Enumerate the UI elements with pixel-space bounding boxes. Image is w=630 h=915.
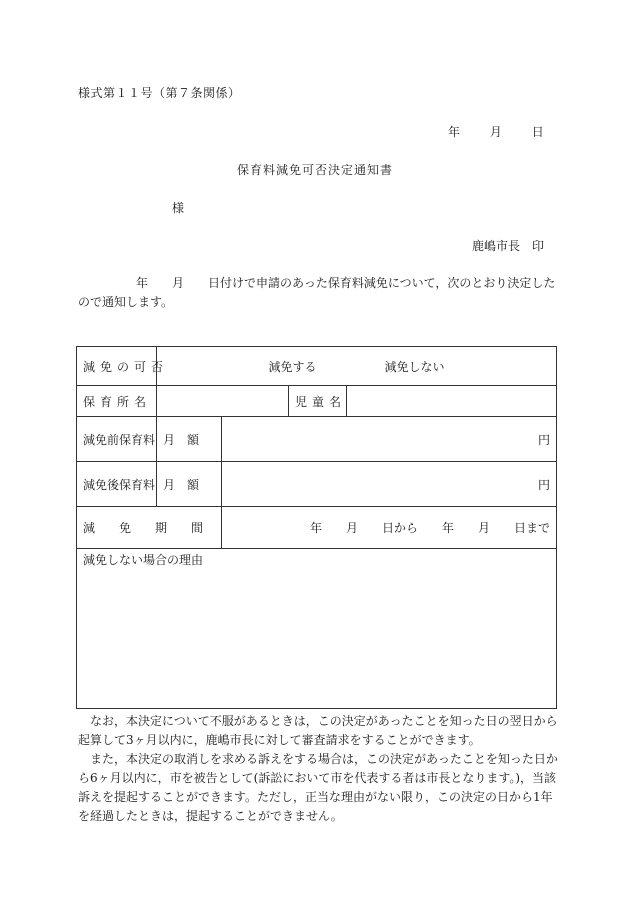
issuer-signature: 鹿嶋市長 印 xyxy=(472,239,545,253)
table-row xyxy=(77,507,557,549)
decision-label: 減免の可否 xyxy=(77,347,157,386)
form-number: 様式第１１号（第７条関係） xyxy=(78,86,241,100)
intro-month: 月 xyxy=(172,276,185,290)
child-label: 児童名 xyxy=(289,386,347,417)
date-year: 年 xyxy=(448,125,461,139)
before-monthly-label: 月 額 xyxy=(157,417,222,462)
addressee-suffix: 様 xyxy=(172,201,185,215)
table-row xyxy=(77,549,557,709)
option-deny: 減免しない xyxy=(384,359,445,374)
facility-label: 保育所名 xyxy=(77,386,157,417)
facility-value xyxy=(157,386,289,417)
date-month: 月 xyxy=(489,125,502,139)
table-row xyxy=(77,386,557,417)
period-label: 減 免 期 間 xyxy=(77,507,222,549)
child-value xyxy=(347,386,557,417)
reason-box: 減免しない場合の理由 xyxy=(77,549,557,709)
date-day: 日 xyxy=(531,125,544,139)
document-title: 保育料減免可否決定通知書 xyxy=(236,163,393,177)
intro-paragraph xyxy=(78,274,556,312)
option-approve: 減免する xyxy=(268,359,317,374)
table-row xyxy=(77,417,557,462)
after-fee-label: 減免後保育料 xyxy=(77,462,157,507)
note-lawsuit: また，本決定の取消しを求める訴えをする場合は，この決定があったことを知った日から6ヶ月以内に，市を被告として(訴訟において市を代表する者は市長となります。)，当該訴えを提起することができます。ただし，正当な理由がない限り，この決定の日から1年を経過したときは，提起することができません。 xyxy=(78,752,558,823)
before-fee-label: 減免前保育料 xyxy=(77,417,157,462)
table-row xyxy=(77,347,557,386)
before-fee-yen: 円 xyxy=(222,417,557,462)
date-line xyxy=(448,123,544,140)
after-fee-yen: 円 xyxy=(222,462,557,507)
intro-year: 年 xyxy=(136,276,149,290)
notes xyxy=(78,712,558,826)
after-monthly-label: 月 額 xyxy=(157,462,222,507)
note-appeal: なお，本決定について不服があるときは，この決定があったことを知った日の翌日から起算して3ヶ月以内に，鹿嶋市長に対して審査請求をすることができます。 xyxy=(78,714,558,747)
table-row xyxy=(77,462,557,507)
intro-text: 日付けで申請のあった保育料減免について，次のとおり決定したので通知します。 xyxy=(78,276,556,309)
period-value: 年 月 日から 年 月 日まで xyxy=(222,507,557,549)
decision-table xyxy=(76,346,557,709)
decision-options xyxy=(157,347,557,386)
